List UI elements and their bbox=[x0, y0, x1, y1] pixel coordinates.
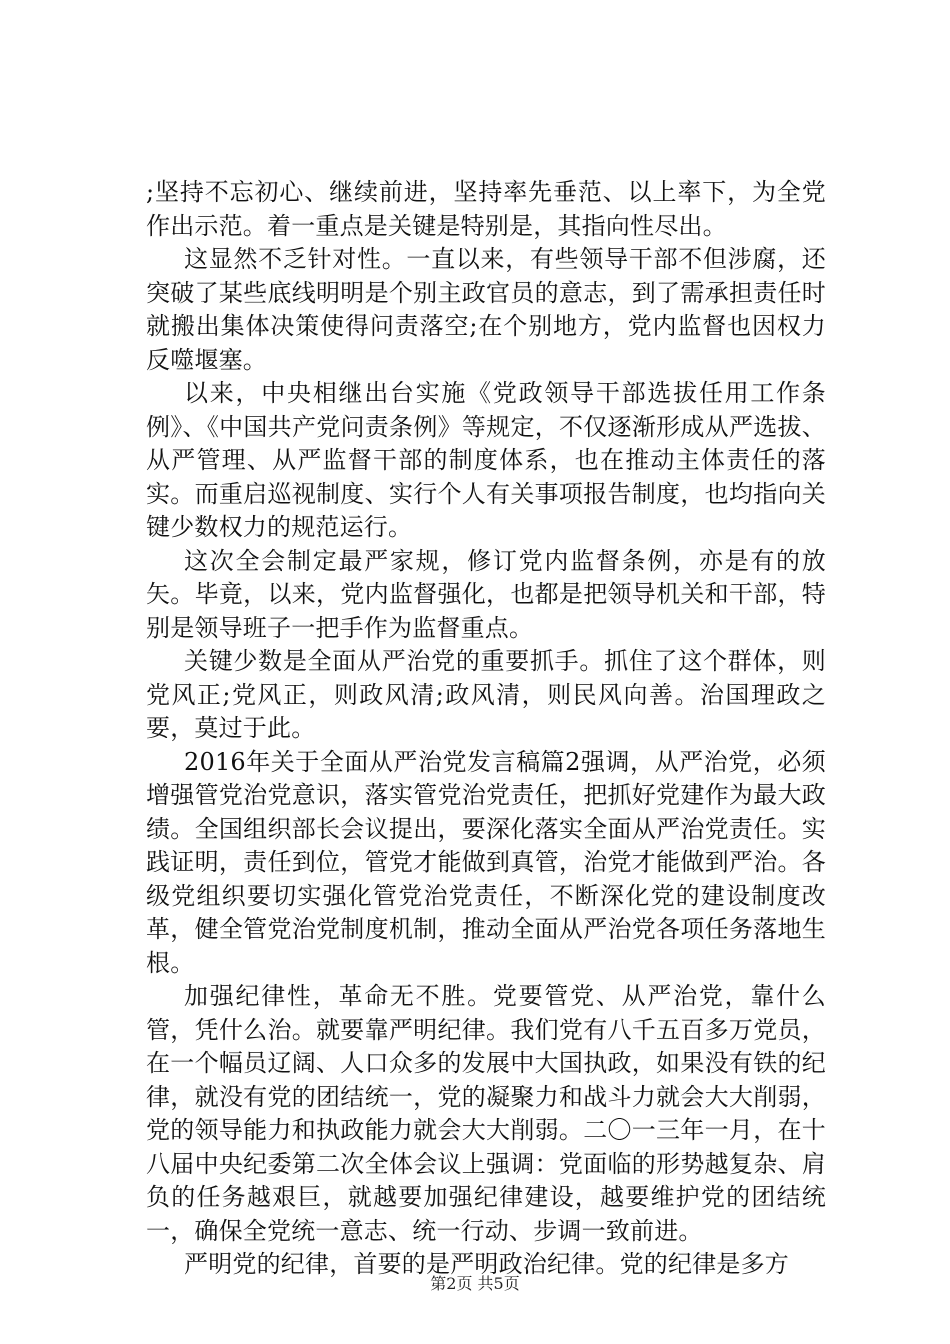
paragraph-7: 加强纪律性，革命无不胜。党要管党、从严治党，靠什么管，凭什么治。就要靠严明纪律。我们党有八千五百多万党员，在一个幅员辽阔、人口众多的发展中大国执政，如果没有铁的纪律，就没有党的团结统一，党的凝聚力和战斗力就会大大削弱，党的领导能力和执政能力就会大大削弱。二〇一三年一月，在十八届中央纪委第二次全体会议上强调：党面临的形势越复杂、肩负的任务越艰巨，就越要加强纪律建设，越要维护党的团结统一，确保全党统一意志、统一行动、步调一致前进。 bbox=[146, 982, 826, 1245]
paragraph-5: 关键少数是全面从严治党的重要抓手。抓住了这个群体，则党风正;党风正，则政风清;政风清，则民风向善。治国理政之要，莫过于此。 bbox=[146, 647, 826, 742]
paragraph-8: 严明党的纪律，首要的是严明政治纪律。党的纪律是多方 bbox=[184, 1250, 789, 1278]
paragraph-1: ;坚持不忘初心、继续前进，坚持率先垂范、以上率下，为全党作出示范。着一重点是关键是特别是，其指向性尽出。 bbox=[146, 178, 826, 240]
page-number-footer: 第2页 共5页 bbox=[430, 1274, 520, 1293]
paragraph-2: 这显然不乏针对性。一直以来，有些领导干部不但涉腐，还突破了某些底线明明是个别主政官员的意志，到了需承担责任时就搬出集体决策使得问责落空;在个别地方，党内监督也因权力反噬堰塞。 bbox=[146, 245, 826, 374]
paragraph-4: 这次全会制定最严家规，修订党内监督条例，亦是有的放矢。毕竟，以来，党内监督强化，也都是把领导机关和干部，特别是领导班子一把手作为监督重点。 bbox=[146, 546, 826, 642]
document-body bbox=[146, 176, 826, 1282]
paragraph-3: 以来，中央相继出台实施《党政领导干部选拔任用工作条例》、《中国共产党问责条例》等规定，不仅逐渐形成从严选拔、从严管理、从严监督干部的制度体系，也在推动主体责任的落实。而重启巡视制度、实行个人有关事项报告制度，也均指向关键少数权力的规范运行。 bbox=[146, 379, 826, 541]
paragraph-6: 2016年关于全面从严治党发言稿篇2强调，从严治党，必须增强管党治党意识，落实管党治党责任，把抓好党建作为最大政绩。全国组织部长会议提出，要深化落实全面从严治党责任。实践证明，责任到位，管党才能做到真管，治党才能做到严治。各级党组织要切实强化管党治党责任，不断深化党的建设制度改革，健全管党治党制度机制，推动全面从严治党各项任务落地生根。 bbox=[146, 747, 826, 977]
